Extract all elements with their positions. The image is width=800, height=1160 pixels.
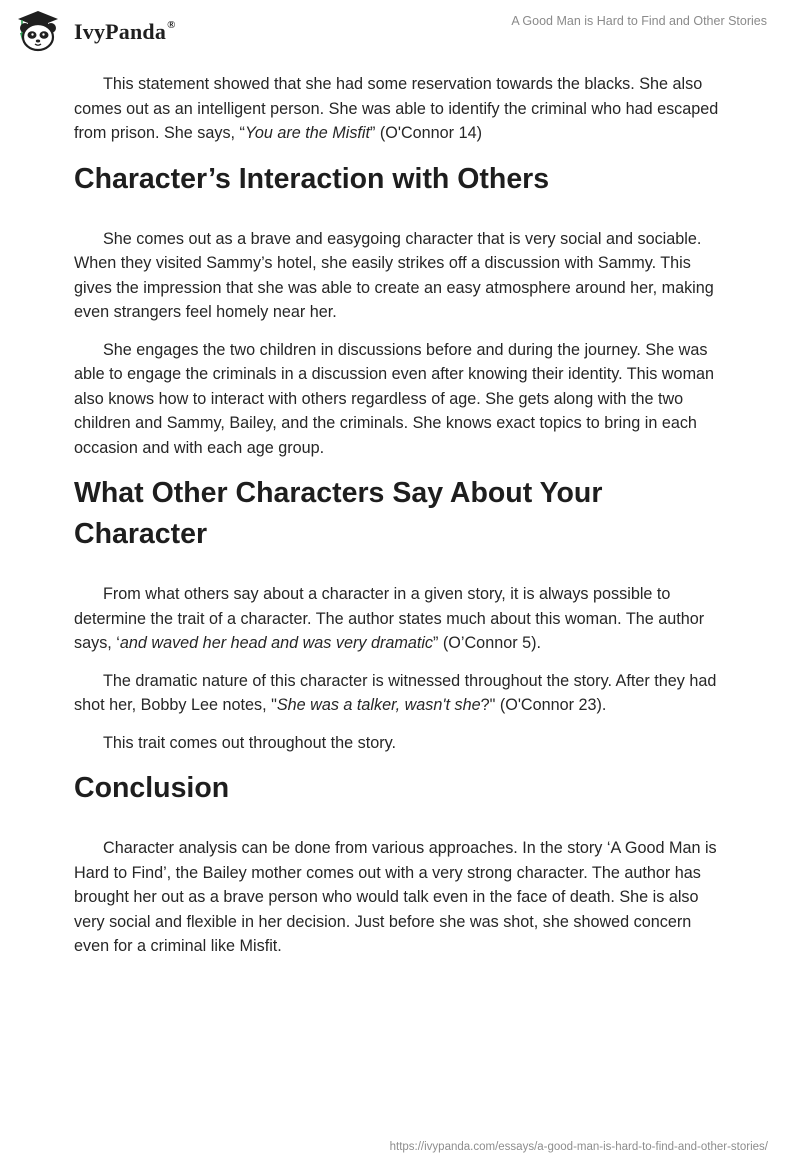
registered-mark: ® — [167, 18, 176, 31]
brand-text: IvyPanda — [74, 19, 167, 44]
heading-conclusion: Conclusion — [74, 772, 230, 804]
quote-talker: She was a talker, wasn't she — [276, 696, 481, 714]
panda-logo-icon — [14, 9, 62, 53]
paragraph-what-others-say: From what others say about a character in a given story, it is always possible to determine the trait of a character. The author states much about this woman. The author says, ‘and waved her head and was very dramatic” (O’Connor 5). — [74, 585, 705, 652]
quote-dramatic: and waved her head and was very dramatic — [119, 634, 434, 652]
paragraph-trait: This trait comes out throughout the story. — [103, 733, 397, 752]
paragraph-conclusion: Character analysis can be done from various approaches. In the story ‘A Good Man is Hard to Find’, the Bailey mother comes out with a very strong character. The author has brought her out as a brave person who would talk even in the face of death. She is also very social and flexible in her decision. Just before she was shot, she showed concern even for a criminal like Misfit. — [74, 839, 717, 955]
source-url-link[interactable]: https://ivypanda.com/essays/a-good-man-is-hard-to-find-and-other-stories/ — [389, 1141, 768, 1153]
page-header — [0, 0, 800, 56]
document-title: A Good Man is Hard to Find and Other Stories — [511, 14, 767, 28]
paragraph-dramatic-nature: The dramatic nature of this character is witnessed throughout the story. After they had shot her, Bobby Lee notes, "She was a talker, wasn't she?" (O'Connor 23). — [74, 671, 717, 714]
quote-misfit: You are the Misfit — [244, 124, 371, 142]
brand-name[interactable] — [74, 19, 176, 45]
heading-others-say: What Other Characters Say About Your Character — [74, 477, 603, 550]
heading-interaction: Character’s Interaction with Others — [74, 162, 550, 195]
essay-content — [74, 72, 726, 972]
paragraph-brave-easygoing: She comes out as a brave and easygoing character that is very social and sociable. When they visited Sammy’s hotel, she easily strikes off a discussion with Sammy. This gives the impression that she was able to create an easy atmosphere around her, making even strangers feel homely near her. — [74, 229, 714, 321]
paragraph-engages-children: She engages the two children in discussions before and during the journey. She was able to engage the criminals in a discussion even after knowing their identity. This woman also knows how to interact with others regardless of age. She gets along with the two children and Sammy, Bailey, and the criminals. She knows exact topics to bring in each occasion and with each age group. — [74, 340, 715, 457]
paragraph-reservation: This statement showed that she had some reservation towards the blacks. She also comes out as an intelligent person. She was able to identify the criminal who had escaped from prison. She says, “You are the Misfit” (O'Connor 14) — [74, 75, 719, 142]
